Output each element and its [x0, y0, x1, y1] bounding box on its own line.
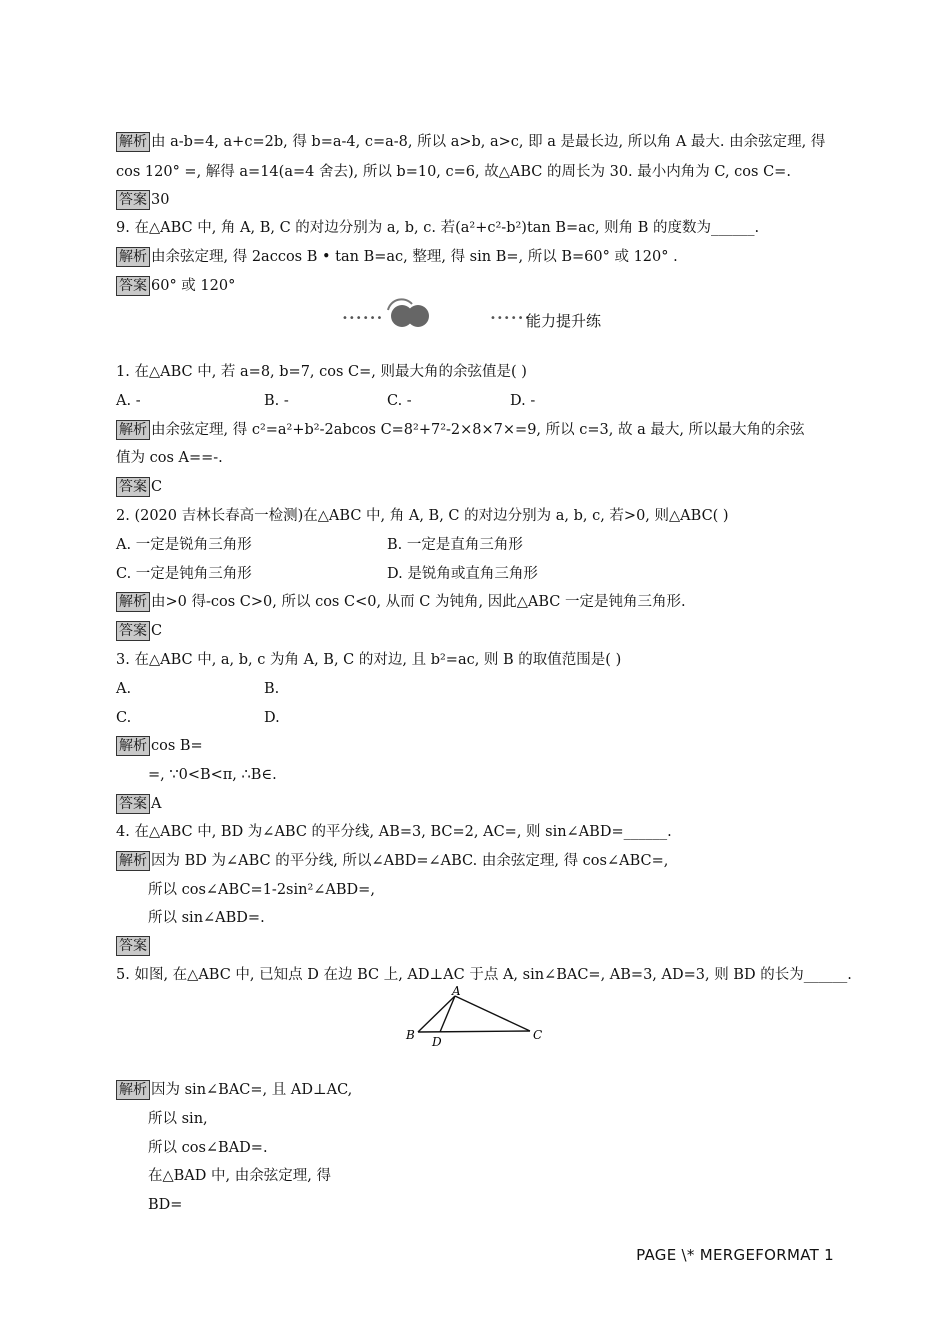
q5-analysis-text-4: 在△BAD 中, 由余弦定理, 得	[148, 1168, 331, 1184]
answer-text: 60° 或 120°	[151, 278, 236, 294]
q5-analysis-cont	[148, 1166, 331, 1186]
q1-answer	[116, 477, 162, 497]
q1-option-c: C. -	[387, 393, 412, 409]
q3-option-c: C.	[116, 710, 132, 726]
q5-analysis-text-5: BD=	[148, 1197, 183, 1213]
q3-answer	[116, 794, 161, 814]
q3-analysis	[116, 736, 203, 756]
q4-analysis-text-2: 所以 cos∠ABC=1-2sin²∠ABD=,	[148, 882, 375, 898]
q3-answer-text: A	[151, 796, 162, 812]
analysis-tag: 解析	[116, 736, 150, 756]
q2-option-c: C. 一定是钝角三角形	[116, 566, 252, 582]
q2-answer	[116, 621, 162, 641]
answer-tag: 答案	[116, 477, 150, 497]
answer-tag: 答案	[116, 621, 150, 641]
label-d: D	[432, 1035, 442, 1049]
banner-dots-left: ••••••	[342, 313, 384, 324]
q3-option-b: B.	[264, 681, 280, 697]
answer-tag: 答案	[116, 190, 150, 210]
question-4-text: 4. 在△ABC 中, BD 为∠ABC 的平分线, AB=3, BC=2, AC=, 则 sin∠ABD=______.	[116, 824, 672, 840]
banner-circles-icon	[382, 298, 440, 330]
label-c: C	[533, 1028, 543, 1042]
q1-analysis	[116, 420, 805, 440]
analysis-text: 由 a-b=4, a+c=2b, 得 b=a-4, c=a-8, 所以 a>b, a>c, 即 a 是最长边, 所以角 A 最大. 由余弦定理, 得	[151, 134, 826, 150]
analysis-tag: 解析	[116, 1080, 150, 1100]
q1-option-d: D. -	[510, 393, 536, 409]
q5-analysis	[116, 1080, 352, 1100]
q5-analysis-cont	[148, 1195, 182, 1215]
question-3-stem	[116, 650, 621, 670]
banner-title: 能力提升练	[526, 312, 602, 330]
analysis-text: 由余弦定理, 得 2accos B • tan B=ac, 整理, 得 sin B=, 所以 B=60° 或 120° .	[151, 249, 678, 265]
answer-tag: 答案	[116, 794, 150, 814]
q2-answer-text: C	[151, 623, 163, 639]
q1-analysis-cont	[116, 448, 223, 468]
analysis-tag: 解析	[116, 132, 150, 152]
q5-analysis-text: 因为 sin∠BAC=, 且 AD⊥AC,	[151, 1082, 353, 1098]
q2-analysis-text: 由>0 得-cos C>0, 所以 cos C<0, 从而 C 为钝角, 因此△ABC 一定是钝角三角形.	[151, 594, 686, 610]
analysis-line	[116, 162, 791, 182]
q1-option-b: B. -	[264, 393, 289, 409]
q3-analysis-text: cos B=	[151, 738, 203, 754]
triangle-figure	[400, 984, 550, 1050]
q5-analysis-cont	[148, 1138, 268, 1158]
banner-dots-right: ••••••	[490, 313, 532, 324]
answer-text: 30	[151, 192, 170, 208]
answer-line	[116, 276, 235, 296]
question-stem	[116, 218, 759, 238]
q1-analysis-text-2: 值为 cos A==-.	[116, 450, 223, 466]
question-1-text: 1. 在△ABC 中, 若 a=8, b=7, cos C=, 则最大角的余弦值是( )	[116, 364, 527, 380]
question-5-stem	[116, 965, 852, 985]
section-banner	[340, 298, 640, 332]
q3-analysis-cont	[148, 765, 277, 785]
question-2-stem	[116, 506, 729, 526]
q2-analysis	[116, 592, 686, 612]
analysis-text: cos 120° =, 解得 a=14(a=4 舍去), 所以 b=10, c=6, 故△ABC 的周长为 30. 最小内角为 C, cos C=.	[116, 164, 791, 180]
q5-analysis-cont	[148, 1109, 208, 1129]
analysis-line	[116, 247, 678, 267]
q1-analysis-text: 由余弦定理, 得 c²=a²+b²-2abcos C=8²+7²-2×8×7×=9, 所以 c=3, 故 a 最大, 所以最大角的余弦	[151, 422, 805, 438]
q2-option-d: D. 是锐角或直角三角形	[387, 566, 538, 582]
answer-tag: 答案	[116, 276, 150, 296]
analysis-tag: 解析	[116, 247, 150, 267]
q4-analysis-cont	[148, 880, 375, 900]
answer-tag: 答案	[116, 936, 150, 956]
q5-analysis-text-3: 所以 cos∠BAD=.	[148, 1140, 268, 1156]
q3-option-d: D.	[264, 710, 280, 726]
label-b: B	[406, 1028, 415, 1042]
q1-answer-text: C	[151, 479, 163, 495]
q4-analysis	[116, 851, 668, 871]
label-a: A	[452, 984, 461, 998]
question-1-stem	[116, 362, 527, 382]
question-2-text: 2. (2020 吉林长春高一检测)在△ABC 中, 角 A, B, C 的对边分别为 a, b, c, 若>0, 则△ABC( )	[116, 508, 729, 524]
q3-analysis-text-2: =, ∵0<B<π, ∴B∈.	[148, 767, 277, 783]
q3-option-a: A.	[116, 681, 132, 697]
q5-analysis-text-2: 所以 sin,	[148, 1111, 208, 1127]
q2-option-a: A. 一定是锐角三角形	[116, 537, 252, 553]
answer-line	[116, 190, 169, 210]
page-footer: PAGE \* MERGEFORMAT 1	[636, 1246, 834, 1264]
question-9-text: 9. 在△ABC 中, 角 A, B, C 的对边分别为 a, b, c. 若(a²+c²-b²)tan B=ac, 则角 B 的度数为______.	[116, 220, 760, 236]
q4-analysis-cont	[148, 908, 265, 928]
q2-option-b: B. 一定是直角三角形	[387, 537, 523, 553]
question-4-stem	[116, 822, 672, 842]
q4-analysis-text-3: 所以 sin∠ABD=.	[148, 910, 265, 926]
analysis-line	[116, 132, 825, 152]
q4-analysis-text: 因为 BD 为∠ABC 的平分线, 所以∠ABD=∠ABC. 由余弦定理, 得 cos∠ABC=,	[151, 853, 669, 869]
question-3-text: 3. 在△ABC 中, a, b, c 为角 A, B, C 的对边, 且 b²=ac, 则 B 的取值范围是( )	[116, 652, 622, 668]
q4-answer	[116, 936, 151, 956]
analysis-tag: 解析	[116, 851, 150, 871]
analysis-tag: 解析	[116, 420, 150, 440]
analysis-tag: 解析	[116, 592, 150, 612]
q1-option-a: A. -	[116, 393, 141, 409]
question-5-text: 5. 如图, 在△ABC 中, 已知点 D 在边 BC 上, AD⊥AC 于点 A, sin∠BAC=, AB=3, AD=3, 则 BD 的长为______.	[116, 967, 852, 983]
